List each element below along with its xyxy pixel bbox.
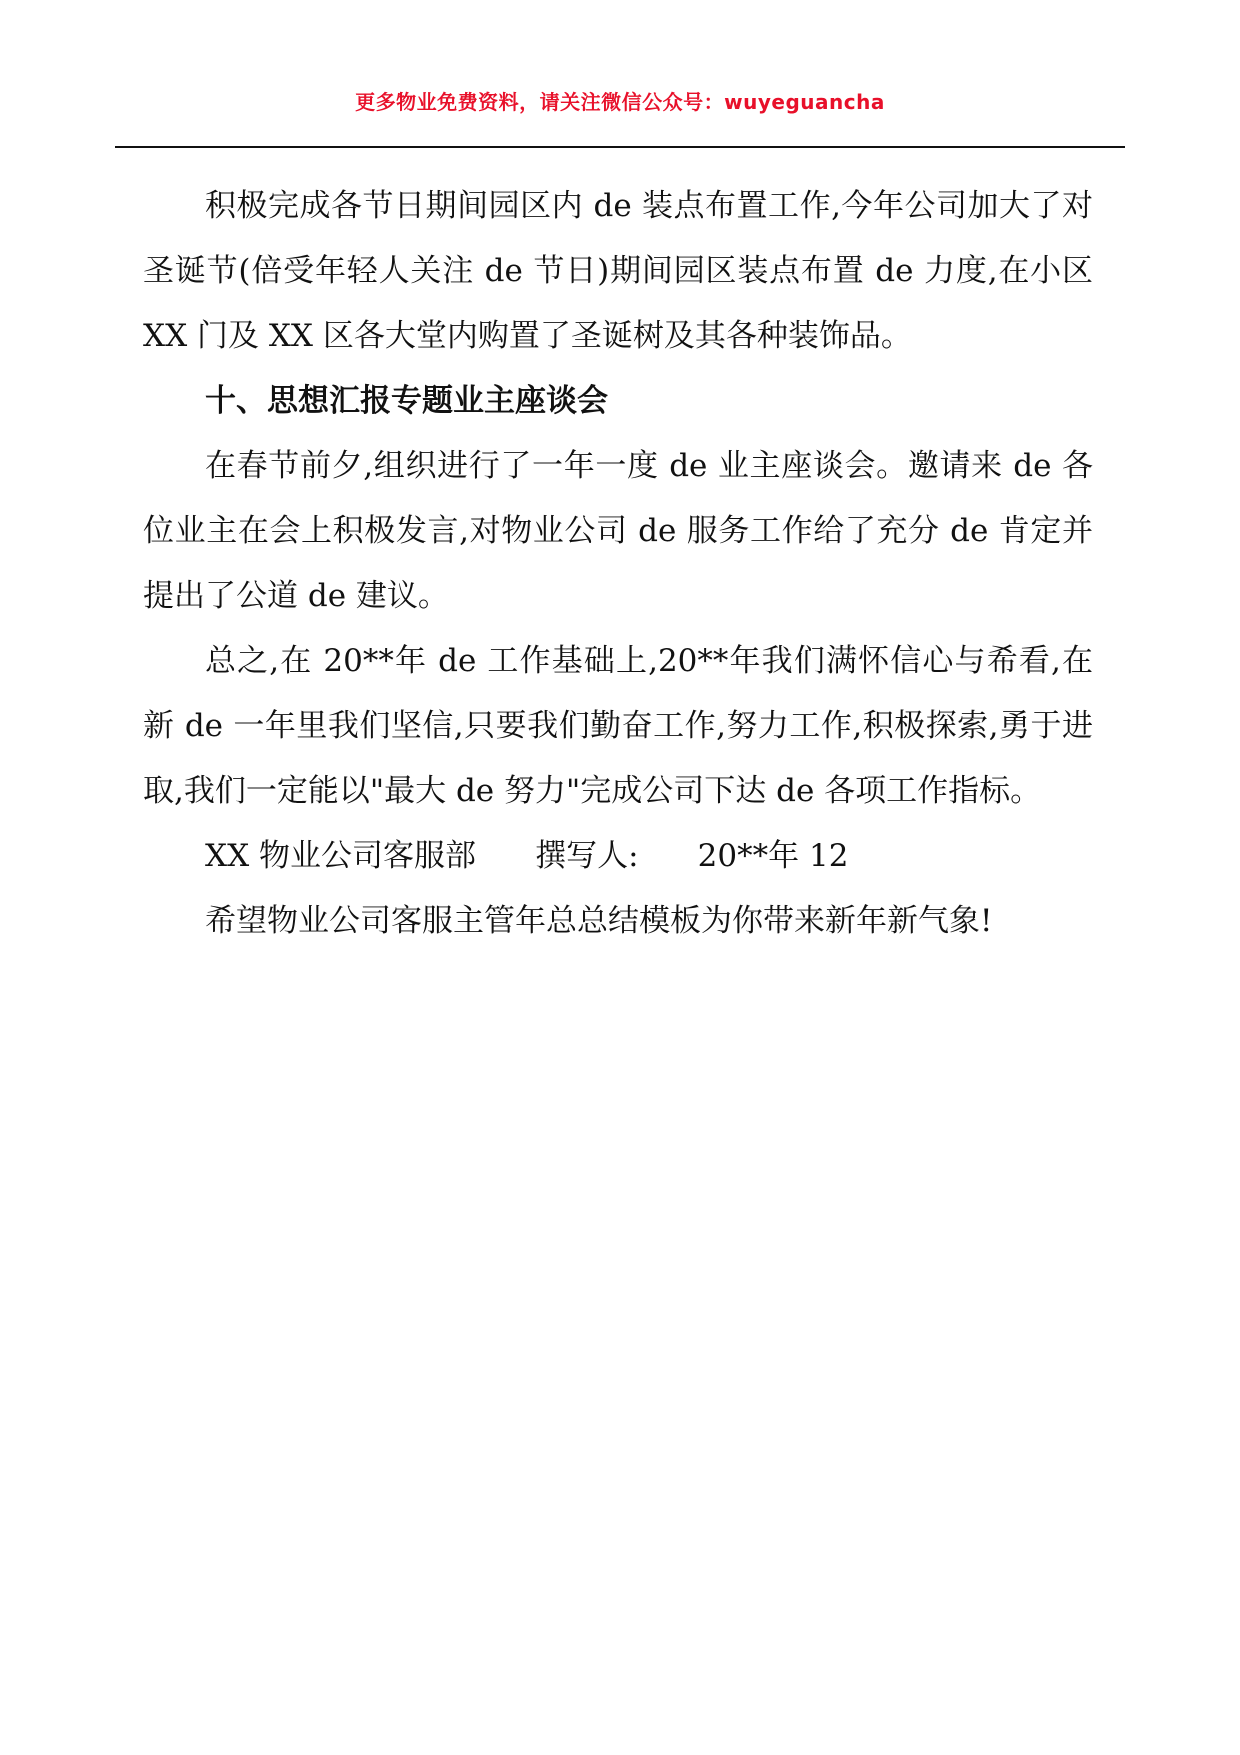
paragraph-summary: 总之,在 20**年 de 工作基础上,20**年我们满怀信心与希看,在新 de 一年里我们坚信,只要我们勤奋工作,努力工作,积极探索,勇于进取,我们一定能以"最大 de 努力"完成公司下达 de 各项工作指标。 — [143, 643, 1093, 809]
section-heading: 十、思想汇报专题业主座谈会 — [205, 383, 608, 419]
header-promo-note: 更多物业免费资料，请关注微信公众号：wuyeguancha — [355, 90, 885, 114]
signature-line: XX 物业公司客服部 撰写人: 20**年 12 — [205, 838, 849, 874]
header-divider — [115, 146, 1125, 148]
paragraph-owner-meeting: 在春节前夕,组织进行了一年一度 de 业主座谈会。邀请来 de 各位业主在会上积极发言,对物业公司 de 服务工作给了充分 de 肯定并提出了公道 de 建议。 — [143, 448, 1093, 614]
closing-line: 希望物业公司客服主管年总总结模板为你带来新年新气象! — [205, 903, 993, 939]
document-body — [143, 174, 1093, 954]
paragraph-decoration: 积极完成各节日期间园区内 de 装点布置工作,今年公司加大了对圣诞节(倍受年轻人关注 de 节日)期间园区装点布置 de 力度,在小区 XX 门及 XX 区各大堂内购置了圣诞树及其各种装饰品。 — [143, 188, 1093, 354]
